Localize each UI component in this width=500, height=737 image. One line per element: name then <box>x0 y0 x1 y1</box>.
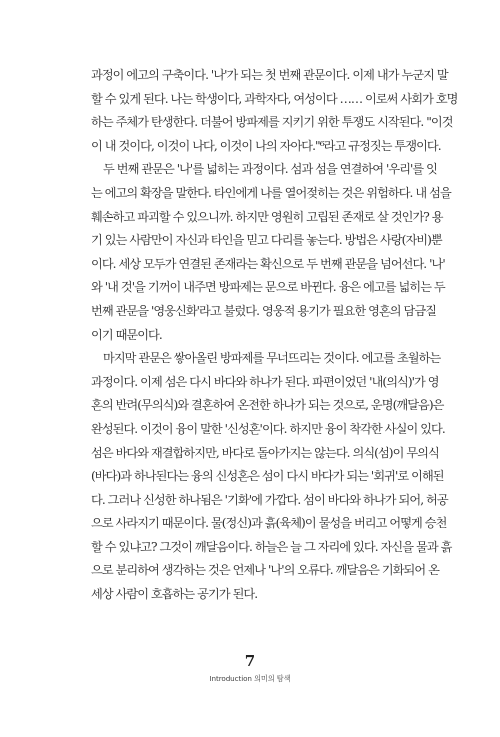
paragraph-2 <box>91 158 451 347</box>
running-footer-title: Introduction 의미의 탐색 <box>209 674 291 683</box>
text-line: 두 번째 관문은 '나'를 넓히는 과정이다. 섬과 섬을 연결하여 '우리'를 잇 <box>103 162 437 177</box>
text-line: 섬은 바다와 재결합하지만, 바다로 돌아가지는 않는다. 의식(섬)이 무의식 <box>91 445 439 460</box>
text-line: 과정이다. 이제 섬은 다시 바다와 하나가 된다. 파편이었던 '내(의식)'가 영 <box>91 374 439 389</box>
text-line: 과정이 에고의 구축이다. '나'가 되는 첫 번째 관문이다. 이제 내가 누군지 말 <box>91 68 448 82</box>
text-line: 으로 분리하여 생각하는 것은 언제나 '나'의 오류다. 깨달음은 기화되어 온 <box>91 563 439 578</box>
text-line: 혼의 반려(무의식)와 결혼하여 온전한 하나가 되는 것으로, 운명(깨달음)은 <box>91 398 444 413</box>
text-line: 와 '내 것'을 기꺼이 내주면 방파제는 문으로 바뀐다. 융은 에고를 넓히는 두 <box>91 280 445 295</box>
text-line: 번째 관문을 '영웅신화'라고 불렀다. 영웅적 용기가 필요한 영혼의 담금질 <box>91 303 436 318</box>
paragraph-3 <box>91 347 452 607</box>
text-line: 으로 사라지기 때문이다. 물(정신)과 흙(육체)이 물성을 버리고 어떻게 승천 <box>91 516 447 531</box>
text-line: 할 수 있게 된다. 나는 학생이다, 과학자다, 여성이다 …… 이로써 사회가 호명 <box>91 91 458 106</box>
text-line: 하는 주체가 탄생한다. 더불어 방파제를 지키기 위한 투쟁도 시작된다. "이것 <box>91 115 453 130</box>
text-line: 완성된다. 이것이 융이 말한 '신성혼'이다. 하지만 융이 착각한 사실이 있다. <box>91 421 445 436</box>
text-line: 다. 그러나 신성한 하나됨은 '기화'에 가깝다. 섬이 바다와 하나가 되어, 허공 <box>91 492 448 507</box>
page-number: 7 <box>244 652 256 670</box>
text-line: 할 수 있냐고? 그것이 깨달음이다. 하늘은 늘 그 자리에 있다. 자신을 물과 흙 <box>91 539 452 554</box>
text-line: (바다)과 하나된다는 융의 신성혼은 섬이 다시 바다가 되는 '회귀'로 이해된 <box>91 469 444 484</box>
text-line: 기 있는 사람만이 자신과 타인을 믿고 다리를 놓는다. 방법은 사랑(자비)뿐 <box>91 233 442 248</box>
text-line: 이다. 세상 모두가 연결된 존재라는 확신으로 두 번째 관문을 넘어선다. '나' <box>91 256 445 271</box>
text-line: 훼손하고 파괴할 수 있으니까. 하지만 영원히 고립된 존재로 살 것인가? 용 <box>91 209 443 224</box>
body-text <box>91 64 458 607</box>
text-line: 이 내 것이다, 이것이 나다, 이것이 나의 자아다."⁶라고 규정짓는 투쟁이다. <box>91 138 441 153</box>
paragraph-1 <box>91 64 458 158</box>
text-line: 마지막 관문은 쌓아올린 방파제를 무너뜨리는 것이다. 에고를 초월하는 <box>103 351 441 366</box>
text-line: 세상 사람이 호흡하는 공기가 된다. <box>91 587 258 602</box>
text-line: 는 에고의 확장을 말한다. 타인에게 나를 열어젖히는 것은 위험하다. 내 섬을 <box>91 185 451 200</box>
text-line: 이기 때문이다. <box>91 327 162 342</box>
